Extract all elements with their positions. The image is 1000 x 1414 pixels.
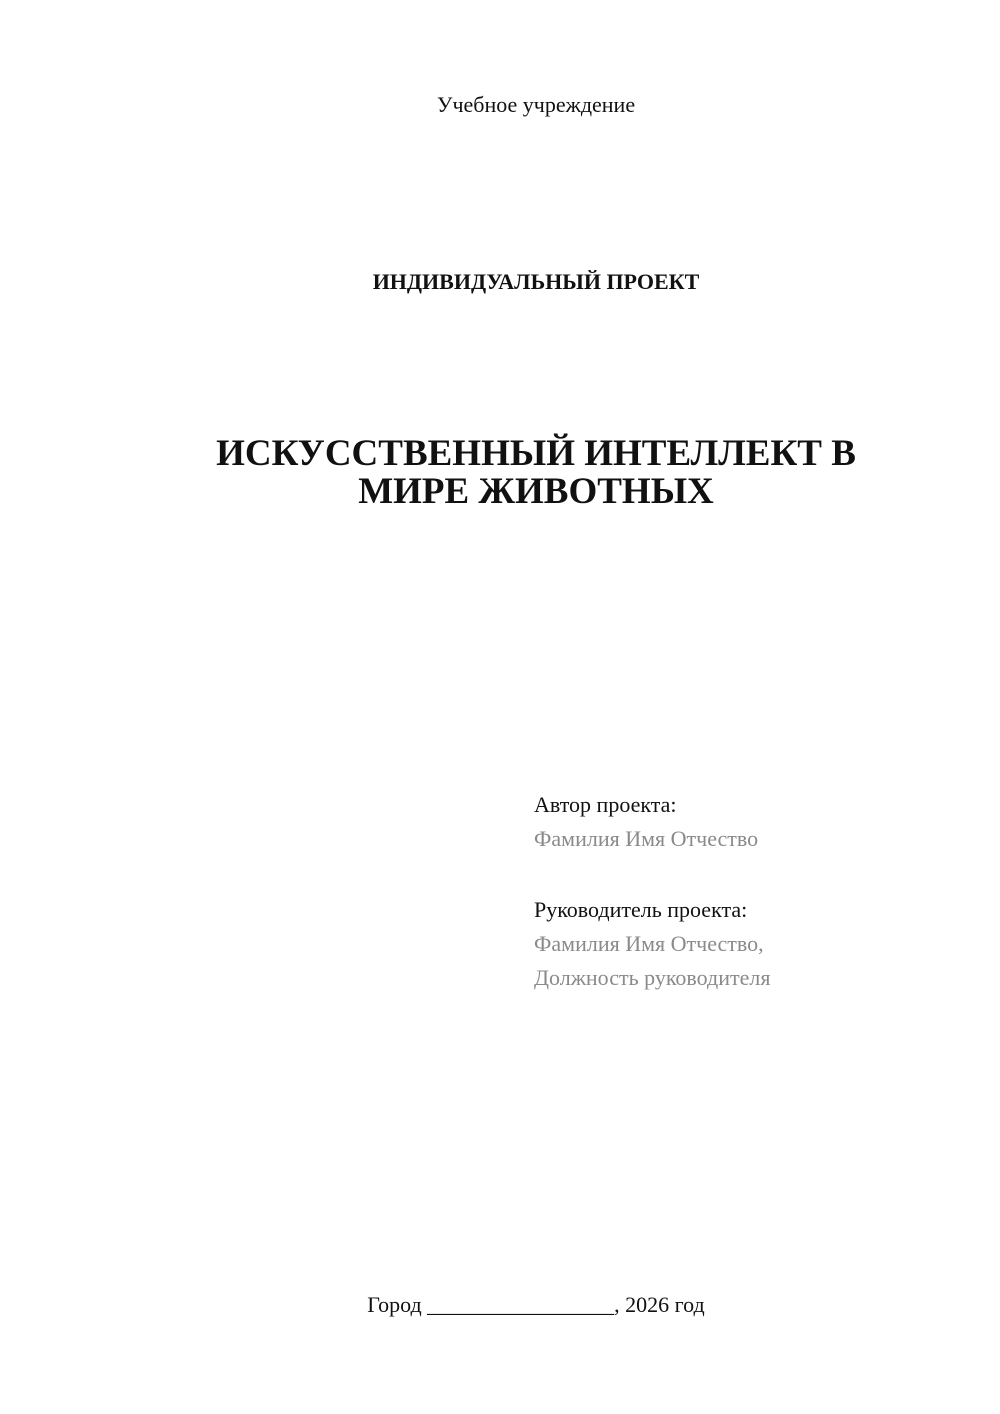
credits-spacer <box>534 856 974 893</box>
city-year-line: Город _________________, 2026 год <box>367 1292 705 1317</box>
project-title-line-2: МИРЕ ЖИВОТНЫХ <box>358 471 714 512</box>
supervisor-label: Руководитель проекта: <box>534 897 748 922</box>
project-title <box>0 435 1000 511</box>
author-label: Автор проекта: <box>534 792 677 817</box>
project-type-heading: ИНДИВИДУАЛЬНЫЙ ПРОЕКТ <box>372 269 700 294</box>
credits-block <box>534 788 974 995</box>
supervisor-position: Должность руководителя <box>534 965 771 990</box>
institution-name: Учебное учреждение <box>436 92 636 117</box>
project-title-line-1: ИСКУССТВЕННЫЙ ИНТЕЛЛЕКТ В <box>216 433 856 474</box>
author-name: Фамилия Имя Отчество <box>534 826 759 851</box>
supervisor-name: Фамилия Имя Отчество, <box>534 931 764 956</box>
